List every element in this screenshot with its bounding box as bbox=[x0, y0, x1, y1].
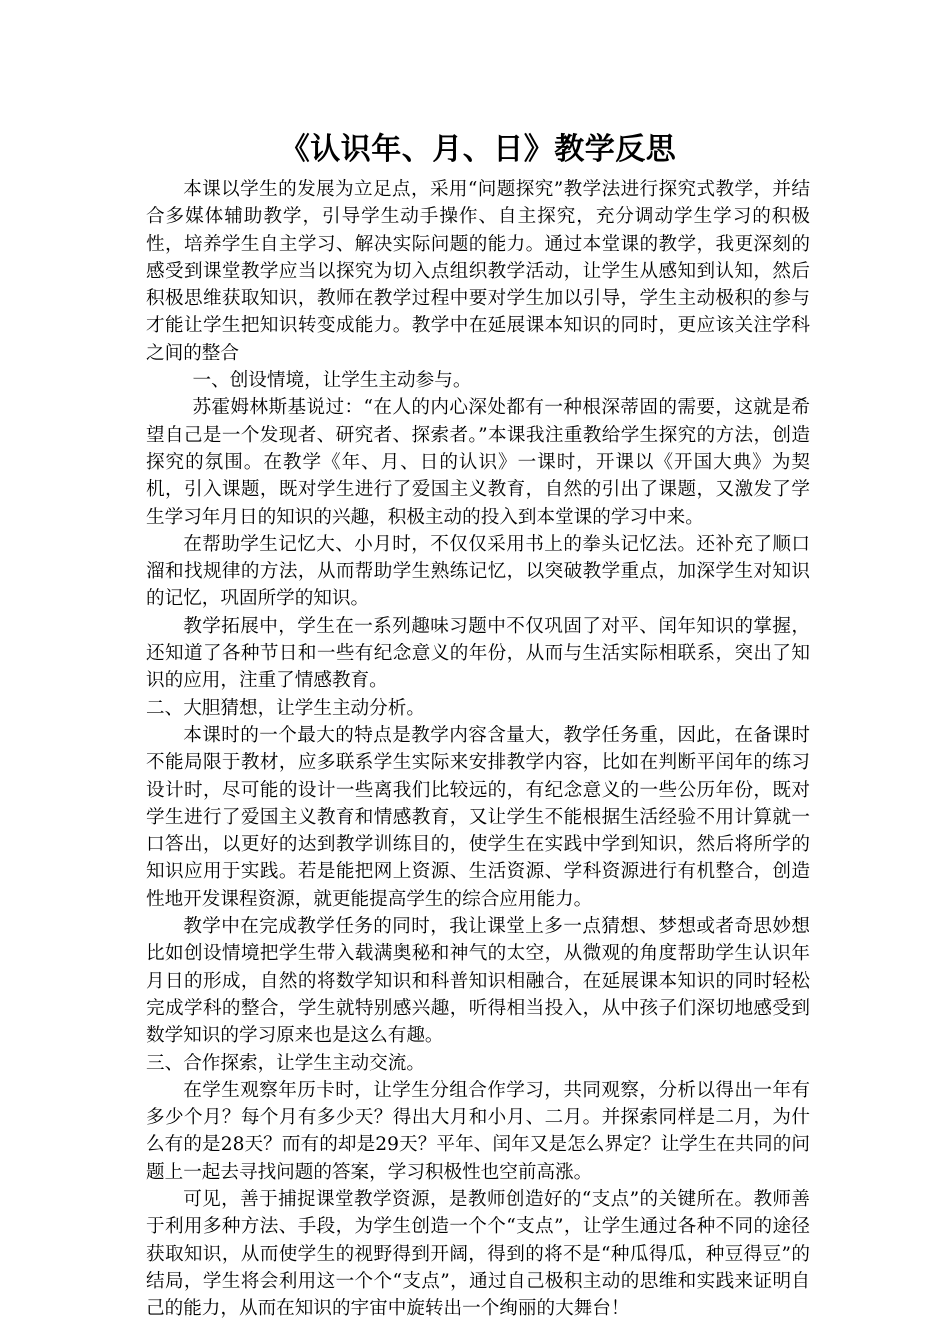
document-page bbox=[146, 128, 810, 1322]
section1-paragraph-1: 苏霍姆林斯基说过：“在人的内心深处都有一种根深蒂固的需要，这就是希望自己是一个发现者、研究者、探索者。”本课我注重教给学生探究的方法，创造探究的氛围。在教学《年、月、日的认识》一课时，开课以《开国大典》为契机，引入课题，既对学生进行了爱国主义教育，自然的引出了课题，又激发了学生学习年月日的知识的兴趣，积极主动的投入到本堂课的学习中来。 bbox=[146, 397, 810, 528]
section3-paragraph-2: 可见，善于捕捉课堂教学资源，是教师创造好的“支点”的关键所在。教师善于利用多种方法、手段，为学生创造一个个“支点”，让学生通过各种不同的途径获取知识，从而使学生的视野得到开阔，得到的将不是“种瓜得瓜，种豆得豆”的结局，学生将会利用这一个个“支点”，通过自己极积主动的思维和实践来证明自己的能力，从而在知识的宇宙中旋转出一个绚丽的大舞台！ bbox=[146, 1188, 810, 1320]
section-heading-2: 二、大胆猜想，让学生主动分析。 bbox=[146, 697, 425, 719]
section1-paragraph-2: 在帮助学生记忆大、小月时，不仅仅采用书上的拳头记忆法。还补充了顺口溜和找规律的方法，从而帮助学生熟练记忆，以突破教学重点，加深学生对知识的记忆，巩固所学的知识。 bbox=[146, 533, 810, 610]
section1-paragraph-3: 教学拓展中，学生在一系列趣味习题中不仅巩固了对平、闰年知识的掌握，还知道了各种节日和一些有纪念意义的年份，从而与生活实际相联系，突出了知识的应用，注重了情感教育。 bbox=[146, 615, 810, 692]
section-heading-3: 三、合作探索，让学生主动交流。 bbox=[146, 1052, 425, 1074]
section2-paragraph-1: 本课时的一个最大的特点是教学内容含量大，教学任务重，因此，在备课时不能局限于教材，应多联系学生实际来安排教学内容，比如在判断平闰年的练习设计时，尽可能的设计一些离我们比较远的，有纪念意义的一些公历年份，既对学生进行了爱国主义教育和情感教育，又让学生不能根据生活经验不用计算就一口答出，以更好的达到教学训练目的，使学生在实践中学到知识，然后将所学的知识应用于实践。若是能把网上资源、生活资源、学科资源进行有机整合，创造性地开发课程资源，就更能提高学生的综合应用能力。 bbox=[146, 724, 810, 910]
section3-paragraph-1: 在学生观察年历卡时，让学生分组合作学习，共同观察，分析以得出一年有多少个月？每个月有多少天？得出大月和小月、二月。并探索同样是二月，为什么有的是28天？而有的却是29天？平年、闰年又是怎么界定？让学生在共同的问题上一起去寻找问题的答案，学习积极性也空前高涨。 bbox=[146, 1079, 810, 1183]
intro-paragraph: 本课以学生的发展为立足点，采用“问题探究”教学法进行探究式教学，并结合多媒体辅助教学，引导学生动手操作、自主探究，充分调动学生学习的积极性，培养学生自主学习、解决实际问题的能力。通过本堂课的教学，我更深刻的感受到课堂教学应当以探究为切入点组织教学活动，让学生从感知到认知，然后积极思维获取知识，教师在教学过程中要对学生加以引导，学生主动极积的参与才能让学生把知识转变成能力。教学中在延展课本知识的同时，更应该关注学科之间的整合 bbox=[146, 179, 810, 364]
document-title: 《认识年、月、日》教学反思 bbox=[279, 132, 677, 167]
section2-paragraph-2: 教学中在完成教学任务的同时，我让课堂上多一点猜想、梦想或者奇思妙想比如创设情境把学生带入载满奥秘和神气的太空，从微观的角度帮助学生认识年月日的形成，自然的将数学知识和科普知识相融合，在延展课本知识的同时轻松完成学科的整合，学生就特别感兴趣，听得相当投入，从中孩子们深切地感受到数学知识的学习原来也是这么有趣。 bbox=[146, 916, 810, 1047]
section-heading-1: 一、创设情境，让学生主动参与。 bbox=[192, 370, 472, 392]
